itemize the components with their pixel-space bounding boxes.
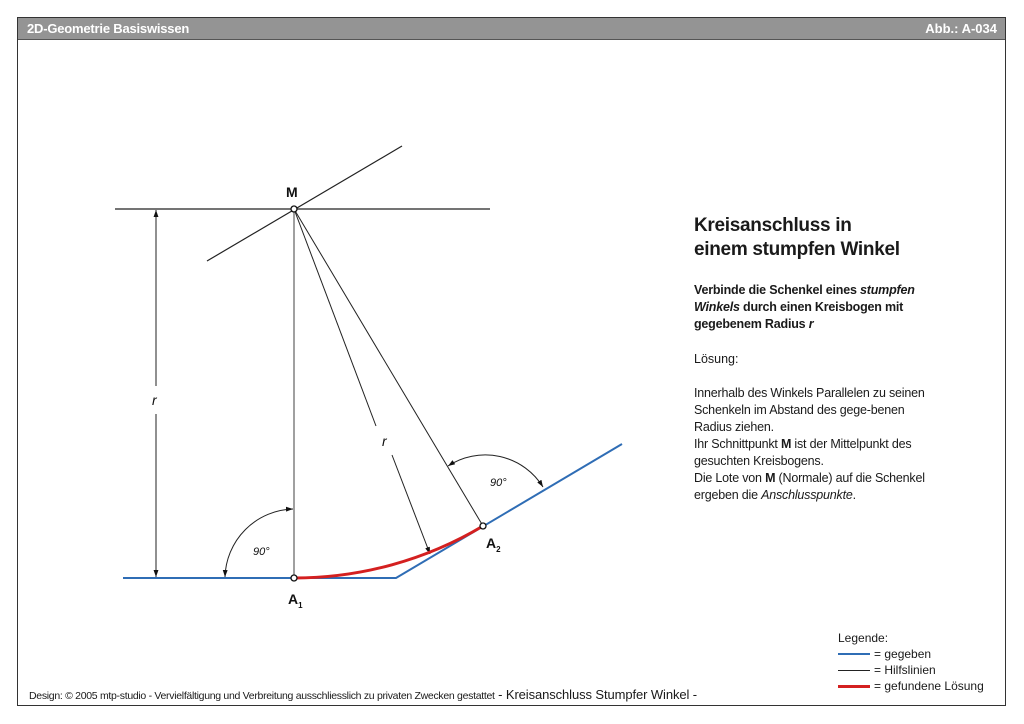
label-a2 <box>486 535 501 554</box>
solution-s2a: Ihr Schnittpunkt <box>694 437 781 451</box>
header-title: 2D-Geometrie Basiswissen <box>27 21 190 36</box>
legend-item-given <box>838 646 984 662</box>
solution-text <box>694 385 930 504</box>
task-text <box>694 282 926 333</box>
solution-s3b: M <box>765 471 776 485</box>
solution-arc <box>294 526 483 578</box>
angle-arc-1 <box>225 509 293 577</box>
solution-s3e: . <box>852 488 856 502</box>
legend-swatch-helper <box>838 670 870 671</box>
footer <box>29 687 697 702</box>
solution-heading: Lösung: <box>694 352 739 366</box>
footer-copyright: Design: © 2005 mtp-studio - Vervielfältigung und Verbreitung ausschliesslich zu privaten Zwecken gestattet <box>29 690 495 702</box>
solution-s3c: (Normale) auf die Schenkel ergeben die <box>694 471 925 502</box>
radius-dim-diag-lower <box>392 455 430 554</box>
solution-s2c: ist der Mittelpunkt des gesuchten Kreisbogens. <box>694 437 912 468</box>
task-italic2: r <box>808 317 814 331</box>
figure-id: Abb.: A-034 <box>925 21 997 36</box>
point-a1 <box>291 575 297 581</box>
legend-label-helper: = Hilfslinien <box>874 663 936 677</box>
radius-dim-diag-upper <box>294 209 376 426</box>
label-a1 <box>288 591 303 610</box>
solution-s3a: Die Lote von <box>694 471 766 485</box>
legend-title: Legende: <box>838 631 889 645</box>
label-m: M <box>286 184 298 200</box>
footer-topic: - Kreisanschluss Stumpfer Winkel - <box>494 687 698 702</box>
label-angle-1: 90° <box>253 546 270 558</box>
legend-label-solution: = gefundene Lösung <box>874 679 984 693</box>
legend-swatch-given <box>838 653 870 655</box>
solution-sentence-1: Innerhalb des Winkels Parallelen zu seinen Schenkeln im Abstand des gege-benen Radius ziehen. <box>694 386 925 434</box>
label-a2-sub: 2 <box>496 544 501 554</box>
panel-title-line2: einem stumpfen Winkel <box>694 239 900 260</box>
solution-s3d: Anschlusspunkte <box>761 488 853 502</box>
label-a1-sub: 1 <box>298 600 303 610</box>
task-italic1: stumpfen Winkels <box>694 283 915 314</box>
panel-title <box>694 214 994 262</box>
task-part1: Verbinde die Schenkel eines <box>694 283 861 297</box>
legend <box>838 630 984 694</box>
solution-s2b: M <box>780 437 792 451</box>
label-r-left: r <box>152 392 157 408</box>
label-a2-letter: A <box>486 535 497 551</box>
given-angle-legs <box>123 444 622 578</box>
parallel-line-oblique <box>207 146 402 261</box>
label-r-diag: r <box>382 433 387 449</box>
point-m <box>291 206 297 212</box>
normal-to-a2 <box>294 209 483 526</box>
label-angle-2: 90° <box>490 477 507 489</box>
legend-label-given: = gegeben <box>874 647 932 661</box>
legend-item-solution <box>838 678 984 694</box>
task-part2: durch einen Kreisbogen mit gegebenem Radius <box>694 300 904 331</box>
panel-title-line1: Kreisanschluss in <box>694 215 852 236</box>
description-panel <box>694 214 994 504</box>
point-a2 <box>480 523 486 529</box>
legend-item-helper <box>838 662 984 678</box>
label-a1-letter: A <box>288 591 299 607</box>
legend-swatch-solution <box>838 685 870 688</box>
